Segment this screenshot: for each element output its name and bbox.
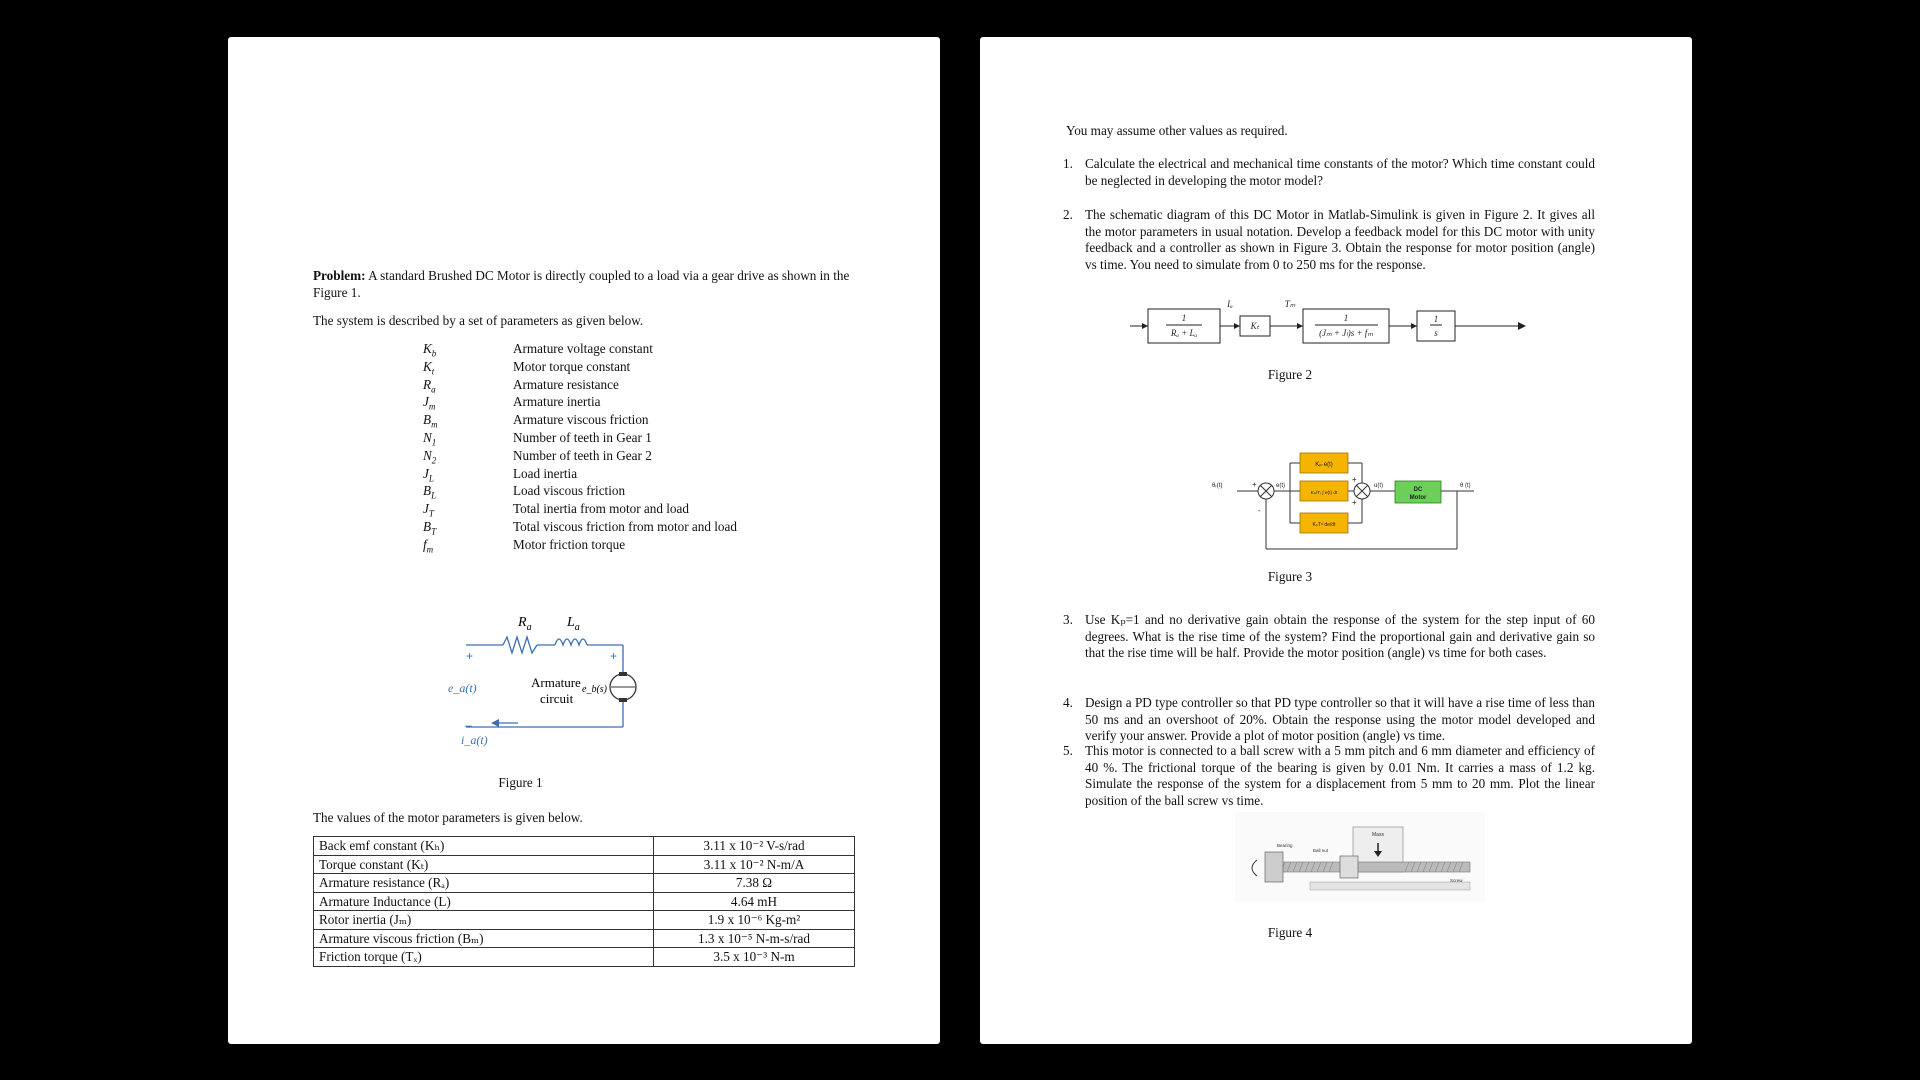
table-row (314, 837, 855, 856)
parameter-desc: Load viscous friction (513, 483, 626, 499)
bearing-block (1265, 852, 1283, 882)
figure-4-ball-screw (1235, 812, 1485, 902)
table-cell-value: 3.11 x 10⁻² V-s/rad (654, 837, 855, 856)
question-text: Use Kₚ=1 and no derivative gain obtain the response of the system for the step input of 60 degrees. What is the rise time of the system? Find the proportional gain and derivative gain so that the rise time will be half. Provide the motor position (angle) vs time for both cases. (1085, 612, 1595, 661)
label-ia: i_a(t) (461, 733, 488, 747)
armature-block-line2: circuit (540, 691, 574, 706)
block4-numerator: 1 (1433, 314, 1439, 324)
parameter-symbol: $K_b$ (423, 341, 437, 359)
table-row (314, 855, 855, 874)
problem-label: Problem: (313, 268, 366, 283)
label-mass: Mass (1372, 832, 1384, 838)
problem-statement (313, 268, 858, 301)
assume-text: You may assume other values as required. (1066, 123, 1288, 138)
parameter-symbol: $J_L$ (423, 465, 434, 484)
parameter-desc: Armature voltage constant (513, 341, 653, 356)
ball-nut (1340, 856, 1358, 878)
question-text: Calculate the electrical and mechanical time constants of the motor? Which time constant could be neglected in developing the motor model? (1085, 156, 1595, 188)
table-cell-name: Back emf constant (Kₕ) (314, 837, 654, 856)
table-cell-value: 1.9 x 10⁻⁶ Kg-m² (654, 911, 855, 930)
parameter-desc: Number of teeth in Gear 2 (513, 447, 652, 463)
values-intro: The values of the motor parameters is given below. (313, 810, 583, 825)
parameter-desc: Load inertia (513, 465, 578, 481)
table-cell-name: Torque constant (Kₜ) (314, 855, 654, 874)
label-bearing: Bearing (1277, 843, 1293, 848)
parameter-desc: Number of teeth in Gear 1 (513, 430, 652, 445)
plus-sign: + (610, 649, 618, 663)
motor-label-line1: DC (1413, 487, 1423, 493)
table-cell-name: Armature resistance (Rₐ) (314, 874, 654, 893)
block4-denominator: s (1434, 328, 1438, 338)
label-theta-r: θᵣ(t) (1212, 483, 1223, 489)
label-e: e(t) (1276, 483, 1285, 489)
plus-sign: + (1352, 475, 1357, 484)
figure-2-block-diagram (1130, 299, 1550, 349)
parameter-list (313, 341, 858, 561)
parameter-symbol: $N_2$ (423, 447, 437, 466)
parameter-symbol: $J_m$ (423, 394, 436, 413)
figure-4-caption: Figure 4 (1267, 925, 1313, 940)
label-tm: Tₘ (1284, 299, 1296, 309)
table-cell-name: Armature viscous friction (Bₘ) (314, 929, 654, 948)
parameter-symbol: $B_L$ (423, 483, 437, 502)
parameter-desc: Armature resistance (513, 376, 619, 392)
table-cell-value: 1.3 x 10⁻⁵ N-m-s/rad (654, 929, 855, 948)
minus-sign: _ (465, 713, 472, 727)
parameter-symbol: $N_1$ (423, 430, 437, 448)
question-text: This motor is connected to a ball screw with a 5 mm pitch and 6 mm diameter and efficiency of 40 %. The frictional torque of the bearing is given by 0.01 Nm. It carries a mass of 1.2 kg. Simulate the response of the system for a displacement from 5 mm to 20 mm. Plot the linear position of the ball screw vs time. (1085, 743, 1595, 808)
minus-sign: - (1258, 506, 1261, 515)
question-number: 5. (1063, 743, 1073, 758)
label-ra: $R_a$ (518, 615, 532, 633)
document-page-2 (980, 37, 1692, 1044)
system-intro: The system is described by a set of parameters as given below. (313, 313, 644, 328)
table-cell-value: 4.64 mH (654, 892, 855, 911)
question-number: 4. (1063, 695, 1073, 710)
parameter-desc: Motor friction torque (513, 536, 626, 552)
table-cell-name: Friction torque (Tₓ) (314, 948, 654, 967)
parameter-symbol: $B_T$ (423, 519, 437, 537)
block1-denominator: Rₐ + Lₐ (1170, 328, 1198, 338)
document-page-1 (228, 37, 940, 1044)
block2-label: Kₜ (1250, 321, 1260, 331)
table-cell-name: Rotor inertia (Jₘ) (314, 911, 654, 930)
label-ia: Iₐ (1227, 299, 1233, 309)
block3-denominator: (Jₘ + Jₗ)s + fₘ (1319, 328, 1373, 338)
label-screw: Screw (1450, 878, 1463, 883)
figure-3-caption: Figure 3 (1267, 569, 1313, 584)
question-text: Design a PD type controller so that PD type controller so that it will have a rise time of less than 50 ms and an overshoot of 20%. Obtain the response using the motor model developed and verify your answer. Provide a plot of motor position (angle) vs time. (1085, 695, 1595, 744)
figure-1-armature-circuit (448, 602, 693, 767)
figure-3-controller-diagram (1212, 403, 1482, 553)
label-la: $L_a$ (567, 615, 580, 633)
table-cell-value: 3.11 x 10⁻² N-m/A (654, 855, 855, 874)
parameter-symbol: $f_m$ (423, 536, 434, 555)
problem-text: A standard Brushed DC Motor is directly coupled to a load via a gear drive as shown in the Figure 1. (313, 268, 850, 300)
label-u: u(t) (1374, 483, 1383, 489)
table-row (314, 892, 855, 911)
parameter-desc: Motor torque constant (513, 358, 631, 374)
integral-label: Kₚ/Tᵢ ∫ e(t) dt (1310, 491, 1338, 496)
parameter-symbol: $B_m$ (423, 412, 438, 430)
table-row (314, 948, 855, 967)
table-cell-name: Armature Inductance (L) (314, 892, 654, 911)
question-3 (1063, 612, 1595, 662)
table-cell-value: 7.38 Ω (654, 874, 855, 893)
question-number: 3. (1063, 612, 1073, 627)
parameter-desc: Total viscous friction from motor and load (513, 519, 737, 534)
question-1 (1063, 156, 1595, 189)
derivative-label: KₚTᵈ de/dt (1312, 522, 1336, 528)
plus-sign: + (466, 649, 474, 663)
plus-sign: + (1252, 480, 1257, 489)
question-5 (1063, 743, 1595, 809)
label-theta: θ (t) (1460, 483, 1471, 489)
parameter-desc: Total inertia from motor and load (513, 501, 689, 517)
question-number: 1. (1063, 156, 1073, 171)
label-ballnut: Ball nut (1313, 848, 1329, 853)
question-text: The schematic diagram of this DC Motor in Matlab-Simulink is given in Figure 2. It gives all the motor parameters in usual notation. Develop a feedback model for this DC motor with unity feedback and a controller as shown in Figure 3. Obtain the response for motor position (angle) vs time. You need to simulate from 0 to 250 ms for the response. (1085, 207, 1595, 272)
parameter-symbol: $J_T$ (423, 501, 434, 519)
label-eb: e_b(s) (582, 684, 607, 695)
parameter-desc: Armature viscous friction (513, 412, 649, 428)
question-2 (1063, 207, 1595, 273)
table-row (314, 911, 855, 930)
table-row (314, 929, 855, 948)
proportional-label: Kₚ·e(t) (1315, 462, 1333, 468)
parameter-desc: Armature inertia (513, 394, 601, 410)
armature-block-line1: Armature (531, 675, 581, 690)
label-ea: e_a(t) (448, 681, 477, 695)
figure-2-caption: Figure 2 (1267, 367, 1313, 382)
plus-sign: + (1352, 498, 1357, 507)
motor-values-table (313, 836, 855, 967)
question-number: 2. (1063, 207, 1073, 222)
table-row (314, 874, 855, 893)
block3-numerator: 1 (1343, 313, 1349, 323)
parameter-symbol: $R_a$ (423, 376, 436, 395)
parameter-symbol: $K_t$ (423, 358, 435, 377)
figure-1-caption: Figure 1 (498, 775, 543, 790)
question-4 (1063, 695, 1595, 745)
motor-label-line2: Motor (1409, 495, 1427, 501)
block1-numerator: 1 (1181, 313, 1187, 323)
table-cell-value: 3.5 x 10⁻³ N-m (654, 948, 855, 967)
